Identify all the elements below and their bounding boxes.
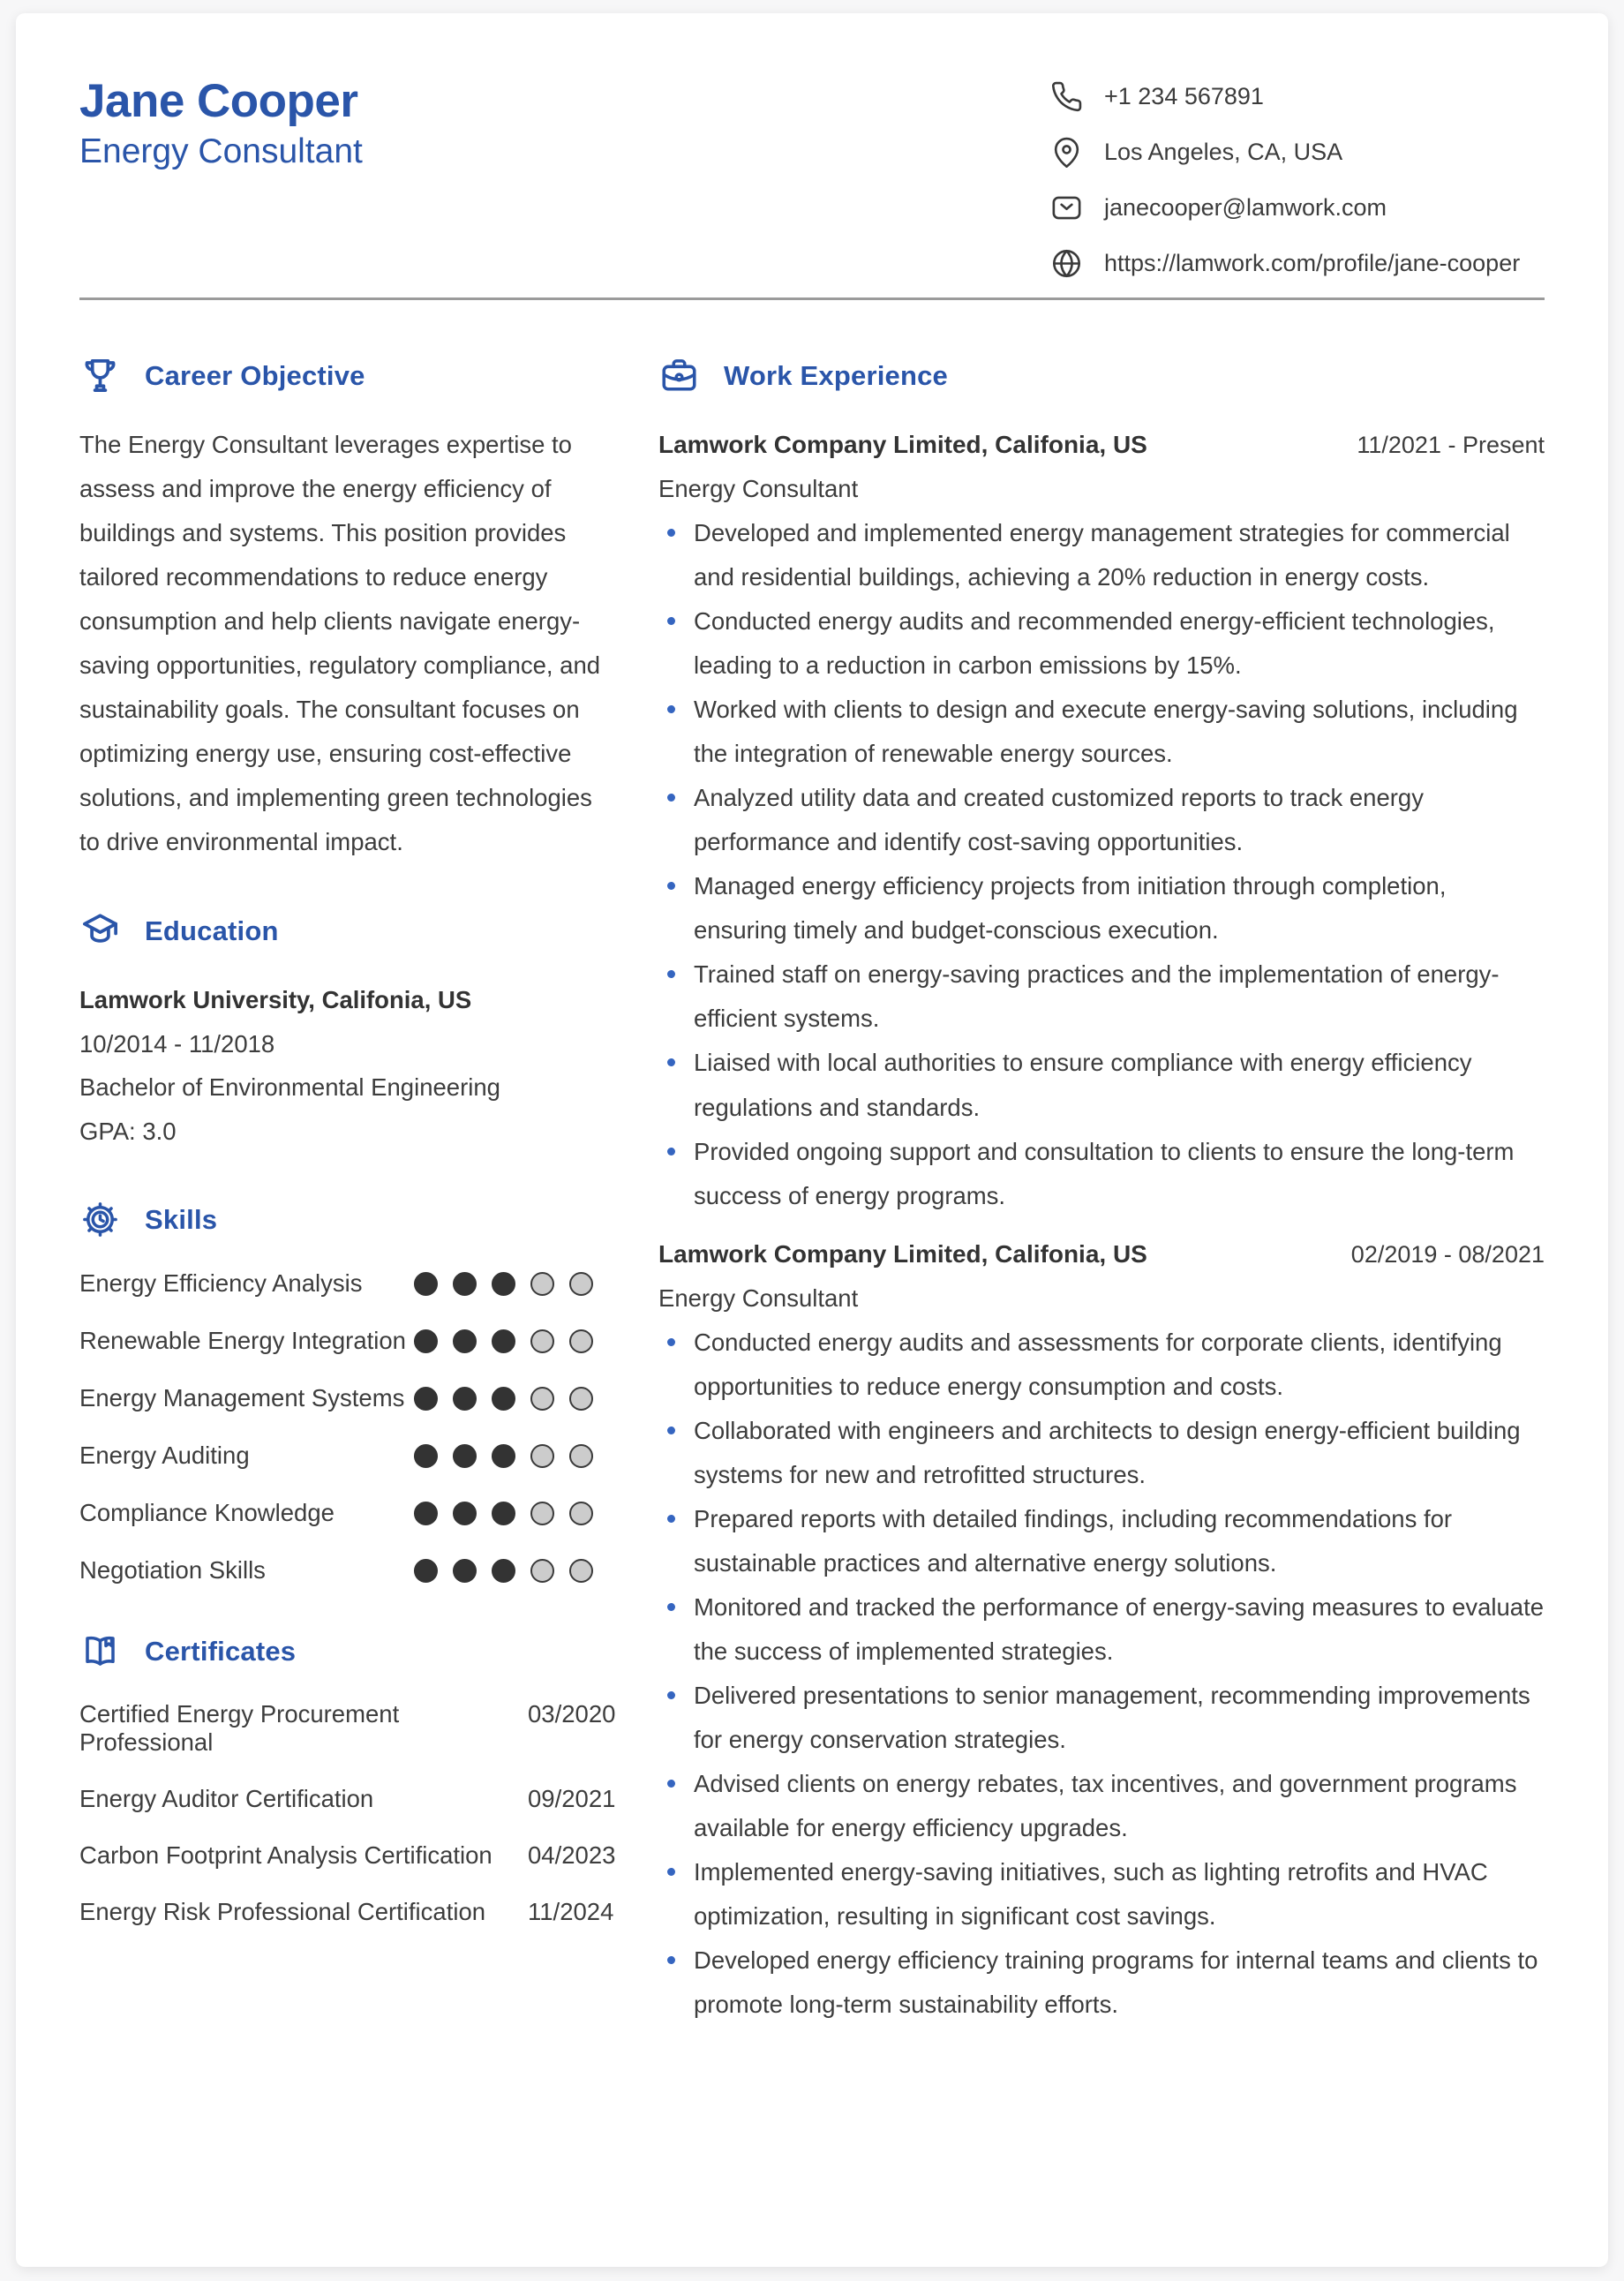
education-school: Lamwork University, Califonia, US bbox=[79, 986, 472, 1014]
skill-dot-empty bbox=[530, 1502, 554, 1525]
skill-level-dots bbox=[414, 1444, 593, 1468]
section-title: Work Experience bbox=[724, 359, 948, 391]
skill-row bbox=[79, 1327, 609, 1355]
job-bullet: Developed and implemented energy management strategies for commercial and residential buildings, achieving a 20% reduction in energy costs. bbox=[694, 511, 1545, 599]
section-title: Education bbox=[145, 915, 279, 946]
certificate-row bbox=[79, 1785, 616, 1813]
skill-dot-filled bbox=[453, 1444, 477, 1468]
skill-dot-empty bbox=[569, 1559, 593, 1583]
resume-body bbox=[79, 309, 1545, 2027]
briefcase-icon bbox=[658, 355, 700, 396]
certificate-date: 03/2020 bbox=[528, 1700, 616, 1728]
work-experience-heading bbox=[658, 355, 1545, 396]
skill-dot-filled bbox=[492, 1444, 515, 1468]
section-title: Certificates bbox=[145, 1635, 297, 1667]
job-bullet: Developed energy efficiency training programs for internal teams and clients to promote long-term sustainability efforts. bbox=[694, 1938, 1545, 2027]
skill-dot-filled bbox=[414, 1559, 438, 1583]
job-header bbox=[658, 1232, 1545, 1276]
education-degree: Bachelor of Environmental Engineering bbox=[79, 1073, 500, 1102]
location-pin-icon bbox=[1050, 136, 1083, 169]
skill-row bbox=[79, 1556, 609, 1585]
skill-dot-empty bbox=[569, 1272, 593, 1296]
skill-row bbox=[79, 1269, 609, 1298]
certificate-name: Energy Risk Professional Certification bbox=[79, 1898, 486, 1926]
career-objective-text: The Energy Consultant leverages expertise to assess and improve the energy efficiency of buildings and systems. This position provides tailored recommendations to reduce energy consumption and help clients navigate energy-saving opportunities, regulatory compliance, and sustainability goals. The consultant focuses on optimizing energy use, ensuring cost-effective solutions, and implementing green technologies to drive environmental impact. bbox=[79, 431, 601, 856]
gear-clock-icon bbox=[79, 1199, 121, 1240]
certificate-row bbox=[79, 1700, 616, 1757]
skill-name: Negotiation Skills bbox=[79, 1556, 266, 1585]
skill-dot-empty bbox=[530, 1329, 554, 1353]
skill-dot-filled bbox=[414, 1387, 438, 1411]
skill-dot-filled bbox=[414, 1502, 438, 1525]
job-dates: 02/2019 - 08/2021 bbox=[1350, 1240, 1545, 1268]
skill-dot-empty bbox=[569, 1329, 593, 1353]
contact-phone-row bbox=[1050, 80, 1545, 113]
job-role: Energy Consultant bbox=[658, 1284, 859, 1313]
job-entry bbox=[658, 1232, 1545, 2028]
skill-dot-empty bbox=[530, 1444, 554, 1468]
skill-dot-filled bbox=[414, 1272, 438, 1296]
skill-dot-filled bbox=[492, 1559, 515, 1583]
left-column bbox=[79, 309, 616, 2027]
skill-dot-empty bbox=[530, 1387, 554, 1411]
skill-level-dots bbox=[414, 1559, 593, 1583]
certificate-row bbox=[79, 1841, 616, 1870]
education-dates: 10/2014 - 11/2018 bbox=[79, 1029, 275, 1058]
job-bullet: Liaised with local authorities to ensure compliance with energy efficiency regulations and standards. bbox=[694, 1041, 1545, 1129]
job-bullet: Worked with clients to design and execute energy-saving solutions, including the integration of renewable energy sources. bbox=[694, 688, 1545, 776]
skill-dot-filled bbox=[453, 1559, 477, 1583]
right-column bbox=[658, 309, 1545, 2027]
skill-level-dots bbox=[414, 1329, 593, 1353]
contact-location-row bbox=[1050, 136, 1545, 169]
skill-level-dots bbox=[414, 1272, 593, 1296]
header-divider bbox=[79, 297, 1545, 300]
skill-dot-empty bbox=[569, 1502, 593, 1525]
skill-name: Energy Management Systems bbox=[79, 1384, 405, 1412]
contact-email-row bbox=[1050, 192, 1545, 224]
job-header bbox=[658, 423, 1545, 467]
resume-header bbox=[79, 75, 1545, 280]
section-career-objective bbox=[79, 355, 609, 864]
contact-location: Los Angeles, CA, USA bbox=[1104, 139, 1343, 165]
skill-dot-filled bbox=[492, 1502, 515, 1525]
skills-heading bbox=[79, 1199, 609, 1240]
skill-dot-filled bbox=[453, 1329, 477, 1353]
skill-dot-empty bbox=[569, 1444, 593, 1468]
job-bullet: Conducted energy audits and assessments for corporate clients, identifying opportunities to reduce energy consumption and costs. bbox=[694, 1321, 1545, 1409]
contact-website-row bbox=[1050, 247, 1545, 280]
section-skills bbox=[79, 1199, 609, 1585]
skill-dot-empty bbox=[530, 1272, 554, 1296]
skill-name: Renewable Energy Integration bbox=[79, 1327, 406, 1355]
section-title: Skills bbox=[145, 1203, 218, 1235]
open-book-icon bbox=[79, 1630, 121, 1672]
skill-row bbox=[79, 1442, 609, 1470]
job-bullet: Implemented energy-saving initiatives, such as lighting retrofits and HVAC optimization, resulting in significant cost savings. bbox=[694, 1850, 1545, 1938]
section-work-experience bbox=[658, 355, 1545, 2027]
contact-block bbox=[1050, 80, 1545, 280]
education-heading bbox=[79, 910, 609, 952]
skill-level-dots bbox=[414, 1502, 593, 1525]
job-company: Lamwork Company Limited, Califonia, US bbox=[658, 1239, 1147, 1268]
certificate-name: Energy Auditor Certification bbox=[79, 1785, 374, 1813]
contact-phone: +1 234 567891 bbox=[1104, 83, 1264, 109]
skill-dot-filled bbox=[414, 1329, 438, 1353]
skill-dot-filled bbox=[492, 1272, 515, 1296]
trophy-icon bbox=[79, 355, 121, 396]
skill-name: Energy Auditing bbox=[79, 1442, 250, 1470]
skill-dot-filled bbox=[414, 1444, 438, 1468]
skill-name: Energy Efficiency Analysis bbox=[79, 1269, 363, 1298]
person-name: Jane Cooper bbox=[79, 75, 358, 127]
graduation-cap-icon bbox=[79, 910, 121, 952]
certificate-date: 11/2024 bbox=[528, 1898, 614, 1926]
job-bullet: Advised clients on energy rebates, tax incentives, and government programs available for energy efficiency upgrades. bbox=[694, 1762, 1545, 1850]
certificate-row bbox=[79, 1898, 614, 1926]
job-bullet: Prepared reports with detailed findings, including recommendations for sustainable practices and alternative energy solutions. bbox=[694, 1497, 1545, 1585]
job-bullet-list bbox=[658, 1321, 1545, 2028]
skill-dot-filled bbox=[453, 1387, 477, 1411]
phone-icon bbox=[1050, 80, 1083, 113]
contact-website[interactable]: https://lamwork.com/profile/jane-cooper bbox=[1104, 250, 1521, 276]
globe-icon bbox=[1050, 247, 1083, 280]
section-certificates bbox=[79, 1630, 616, 1926]
person-job-title: Energy Consultant bbox=[79, 132, 363, 171]
job-bullet-list bbox=[658, 511, 1545, 1218]
education-gpa: GPA: 3.0 bbox=[79, 1117, 177, 1145]
career-objective-heading bbox=[79, 355, 609, 396]
job-bullet: Analyzed utility data and created customized reports to track energy performance and identify cost-saving opportunities. bbox=[694, 776, 1545, 864]
skill-dot-filled bbox=[492, 1329, 515, 1353]
skill-name: Compliance Knowledge bbox=[79, 1499, 335, 1527]
skill-row bbox=[79, 1499, 609, 1527]
job-dates: 11/2021 - Present bbox=[1357, 432, 1545, 458]
skill-dot-filled bbox=[492, 1387, 515, 1411]
job-entry bbox=[658, 423, 1545, 1218]
job-bullet: Trained staff on energy-saving practices and the implementation of energy-efficient systems. bbox=[694, 952, 1545, 1041]
certificate-name: Carbon Footprint Analysis Certification bbox=[79, 1841, 492, 1870]
certificate-name: Certified Energy Procurement Professional bbox=[79, 1700, 400, 1757]
skill-level-dots bbox=[414, 1387, 593, 1411]
job-company: Lamwork Company Limited, Califonia, US bbox=[658, 431, 1147, 458]
certificate-date: 04/2023 bbox=[528, 1841, 616, 1870]
section-education bbox=[79, 910, 609, 1153]
job-bullet: Monitored and tracked the performance of energy-saving measures to evaluate the success of implemented strategies. bbox=[694, 1585, 1545, 1674]
skill-dot-empty bbox=[569, 1387, 593, 1411]
skill-row bbox=[79, 1384, 609, 1412]
job-bullet: Delivered presentations to senior management, recommending improvements for energy conservation strategies. bbox=[694, 1674, 1545, 1762]
contact-email[interactable]: janecooper@lamwork.com bbox=[1104, 194, 1387, 221]
email-icon bbox=[1050, 192, 1083, 224]
certificate-date: 09/2021 bbox=[528, 1785, 616, 1813]
skill-dot-filled bbox=[453, 1272, 477, 1296]
certificates-heading bbox=[79, 1630, 609, 1672]
job-bullet: Managed energy efficiency projects from initiation through completion, ensuring timely and budget-conscious execution. bbox=[694, 864, 1545, 952]
job-role: Energy Consultant bbox=[658, 475, 859, 503]
resume-page bbox=[16, 13, 1608, 2267]
job-bullet: Provided ongoing support and consultation to clients to ensure the long-term success of energy programs. bbox=[694, 1130, 1545, 1218]
identity-block bbox=[79, 75, 363, 174]
job-bullet: Conducted energy audits and recommended energy-efficient technologies, leading to a reduction in carbon emissions by 15%. bbox=[694, 599, 1545, 688]
job-bullet: Collaborated with engineers and architects to design energy-efficient building systems for new and retrofitted structures. bbox=[694, 1409, 1545, 1497]
skill-dot-empty bbox=[530, 1559, 554, 1583]
skill-dot-filled bbox=[453, 1502, 477, 1525]
section-title: Career Objective bbox=[145, 359, 365, 391]
